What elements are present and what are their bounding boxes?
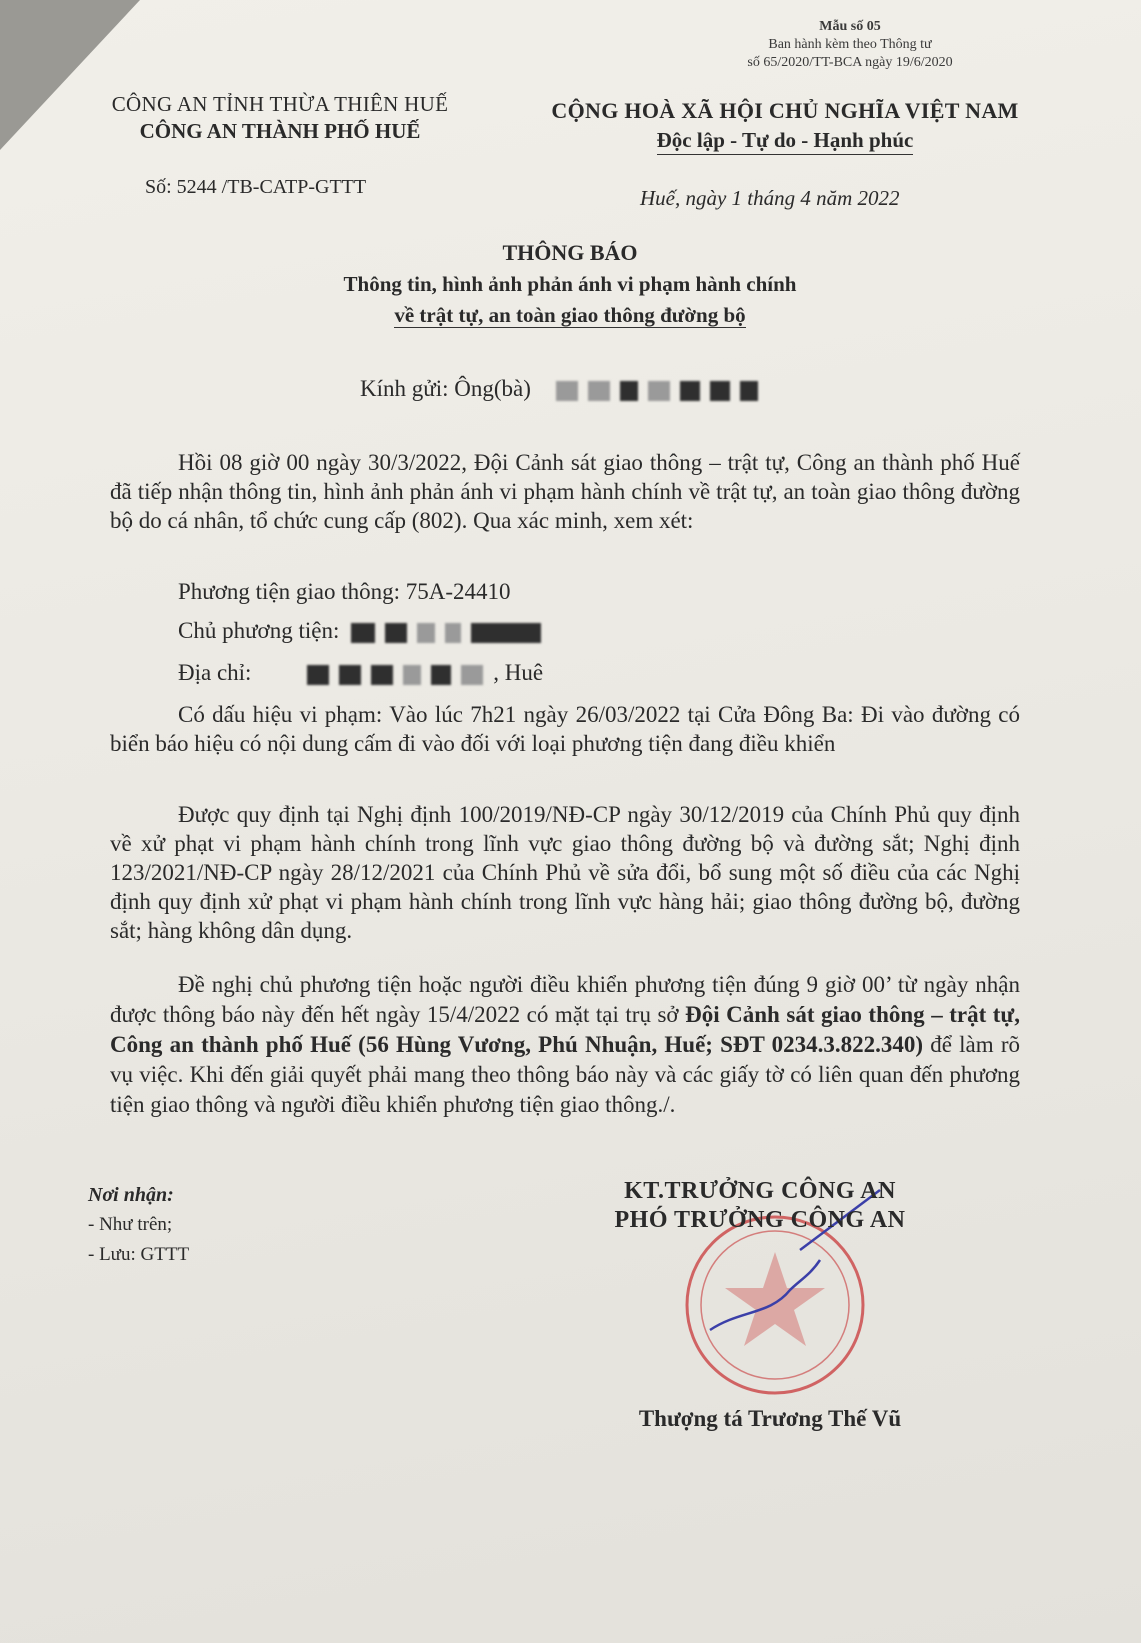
request-text-1: Đề nghị chủ phương tiện hoặc người điều khiển phương tiện đúng 9 giờ 00’ từ ngày nhận được thông báo này đến hết ngày 15/4/2022 có mặt tại trụ sở bbox=[110, 972, 1020, 1027]
paragraph-legal-basis: Được quy định tại Nghị định 100/2019/NĐ-CP ngày 30/12/2019 của Chính Phủ quy định về xử phạt vi phạm hành chính trong lĩnh vực giao thông đường bộ và đường sắt; Nghị định 123/2021/NĐ-CP ngày 28/12/2021 của Chính Phủ về sửa đổi, bổ sung một số điều của các Nghị định quy định xử phạt vi phạm hành chính trong lĩnh vực hàng hải; giao thông đường bộ, đường sắt; hàng không dân dụng. bbox=[110, 802, 1020, 943]
agency-parent: CÔNG AN TỈNH THỪA THIÊN HUẾ bbox=[111, 92, 449, 116]
signature-block bbox=[590, 1178, 930, 1234]
form-circular-line: số 65/2020/TT-BCA ngày 19/6/2020 bbox=[747, 55, 953, 70]
notice-title bbox=[200, 240, 940, 328]
paragraph-intro: Hồi 08 giờ 00 ngày 30/3/2022, Đội Cảnh sát giao thông – trật tự, Công an thành phố Huế đã tiếp nhận thông tin, hình ảnh phản ánh vi phạm hành chính về trật tự, an toàn giao thông đường bộ do cá nhân, tổ chức cung cấp (802). Qua xác minh, xem xét: bbox=[110, 450, 1020, 533]
address-city: , Huê bbox=[493, 660, 544, 685]
agency-header bbox=[60, 92, 500, 144]
owner-label: Chủ phương tiện: bbox=[178, 618, 340, 643]
address-label: Địa chỉ: bbox=[178, 660, 252, 685]
form-identifier bbox=[700, 18, 1000, 72]
owner-address-line bbox=[178, 658, 543, 687]
signature-authority: KT.TRƯỞNG CÔNG AN bbox=[624, 1178, 896, 1204]
title-main: THÔNG BÁO bbox=[502, 240, 638, 265]
redacted-owner bbox=[351, 623, 375, 643]
request-text-2: để làm rõ vụ việc. Khi đến giải quyết phải mang theo thông báo này và các giấy tờ có liên quan đến phương tiện giao thông và người điều khiển phương tiện giao thông./. bbox=[110, 1032, 1020, 1117]
redacted-name bbox=[556, 381, 578, 401]
document-date: Huế, ngày 1 tháng 4 năm 2022 bbox=[640, 186, 900, 210]
document-number: Số: 5244 /TB-CATP-GTTT bbox=[145, 176, 367, 198]
signature-title: PHÓ TRƯỞNG CÔNG AN bbox=[614, 1207, 906, 1233]
salutation-text: Kính gửi: Ông(bà) bbox=[360, 376, 531, 401]
vehicle-plate-line: Phương tiện giao thông: 75A-24410 bbox=[178, 579, 511, 604]
recipient-item: - Lưu: GTTT bbox=[88, 1244, 190, 1265]
vehicle-owner-line bbox=[178, 616, 551, 645]
agency-name: CÔNG AN THÀNH PHỐ HUẾ bbox=[139, 119, 421, 143]
recipients-block bbox=[88, 1180, 189, 1270]
salutation bbox=[360, 376, 768, 402]
paragraph-request bbox=[110, 970, 1020, 1120]
nation-title: CỘNG HOÀ XÃ HỘI CHỦ NGHĨA VIỆT NAM bbox=[551, 98, 1019, 123]
form-issued-line: Ban hành kèm theo Thông tư bbox=[768, 37, 932, 52]
nation-header bbox=[505, 98, 1065, 155]
nation-motto: Độc lập - Tự do - Hạnh phúc bbox=[657, 128, 914, 155]
request-office-address: Đội Cảnh sát giao thông – trật tự, Công an thành phố Huế (56 Hùng Vương, Phú Nhuận, Huế; SĐT 0234.3.822.340) bbox=[110, 1002, 1020, 1057]
recipient-item: - Như trên; bbox=[88, 1214, 173, 1235]
form-number: Mẫu số 05 bbox=[819, 19, 881, 34]
redacted-address bbox=[307, 665, 329, 685]
title-subtitle-2: về trật tự, an toàn giao thông đường bộ bbox=[394, 303, 746, 327]
recipients-heading: Nơi nhận: bbox=[88, 1184, 174, 1206]
title-subtitle-1: Thông tin, hình ảnh phản ánh vi phạm hành chính bbox=[343, 272, 797, 296]
signer-name: Thượng tá Trương Thế Vũ bbox=[638, 1406, 902, 1431]
paragraph-violation: Có dấu hiệu vi phạm: Vào lúc 7h21 ngày 26/03/2022 tại Cửa Đông Ba: Đi vào đường có biển báo hiệu có nội dung cấm đi vào đối với loại phương tiện đang điều khiển bbox=[110, 702, 1020, 756]
